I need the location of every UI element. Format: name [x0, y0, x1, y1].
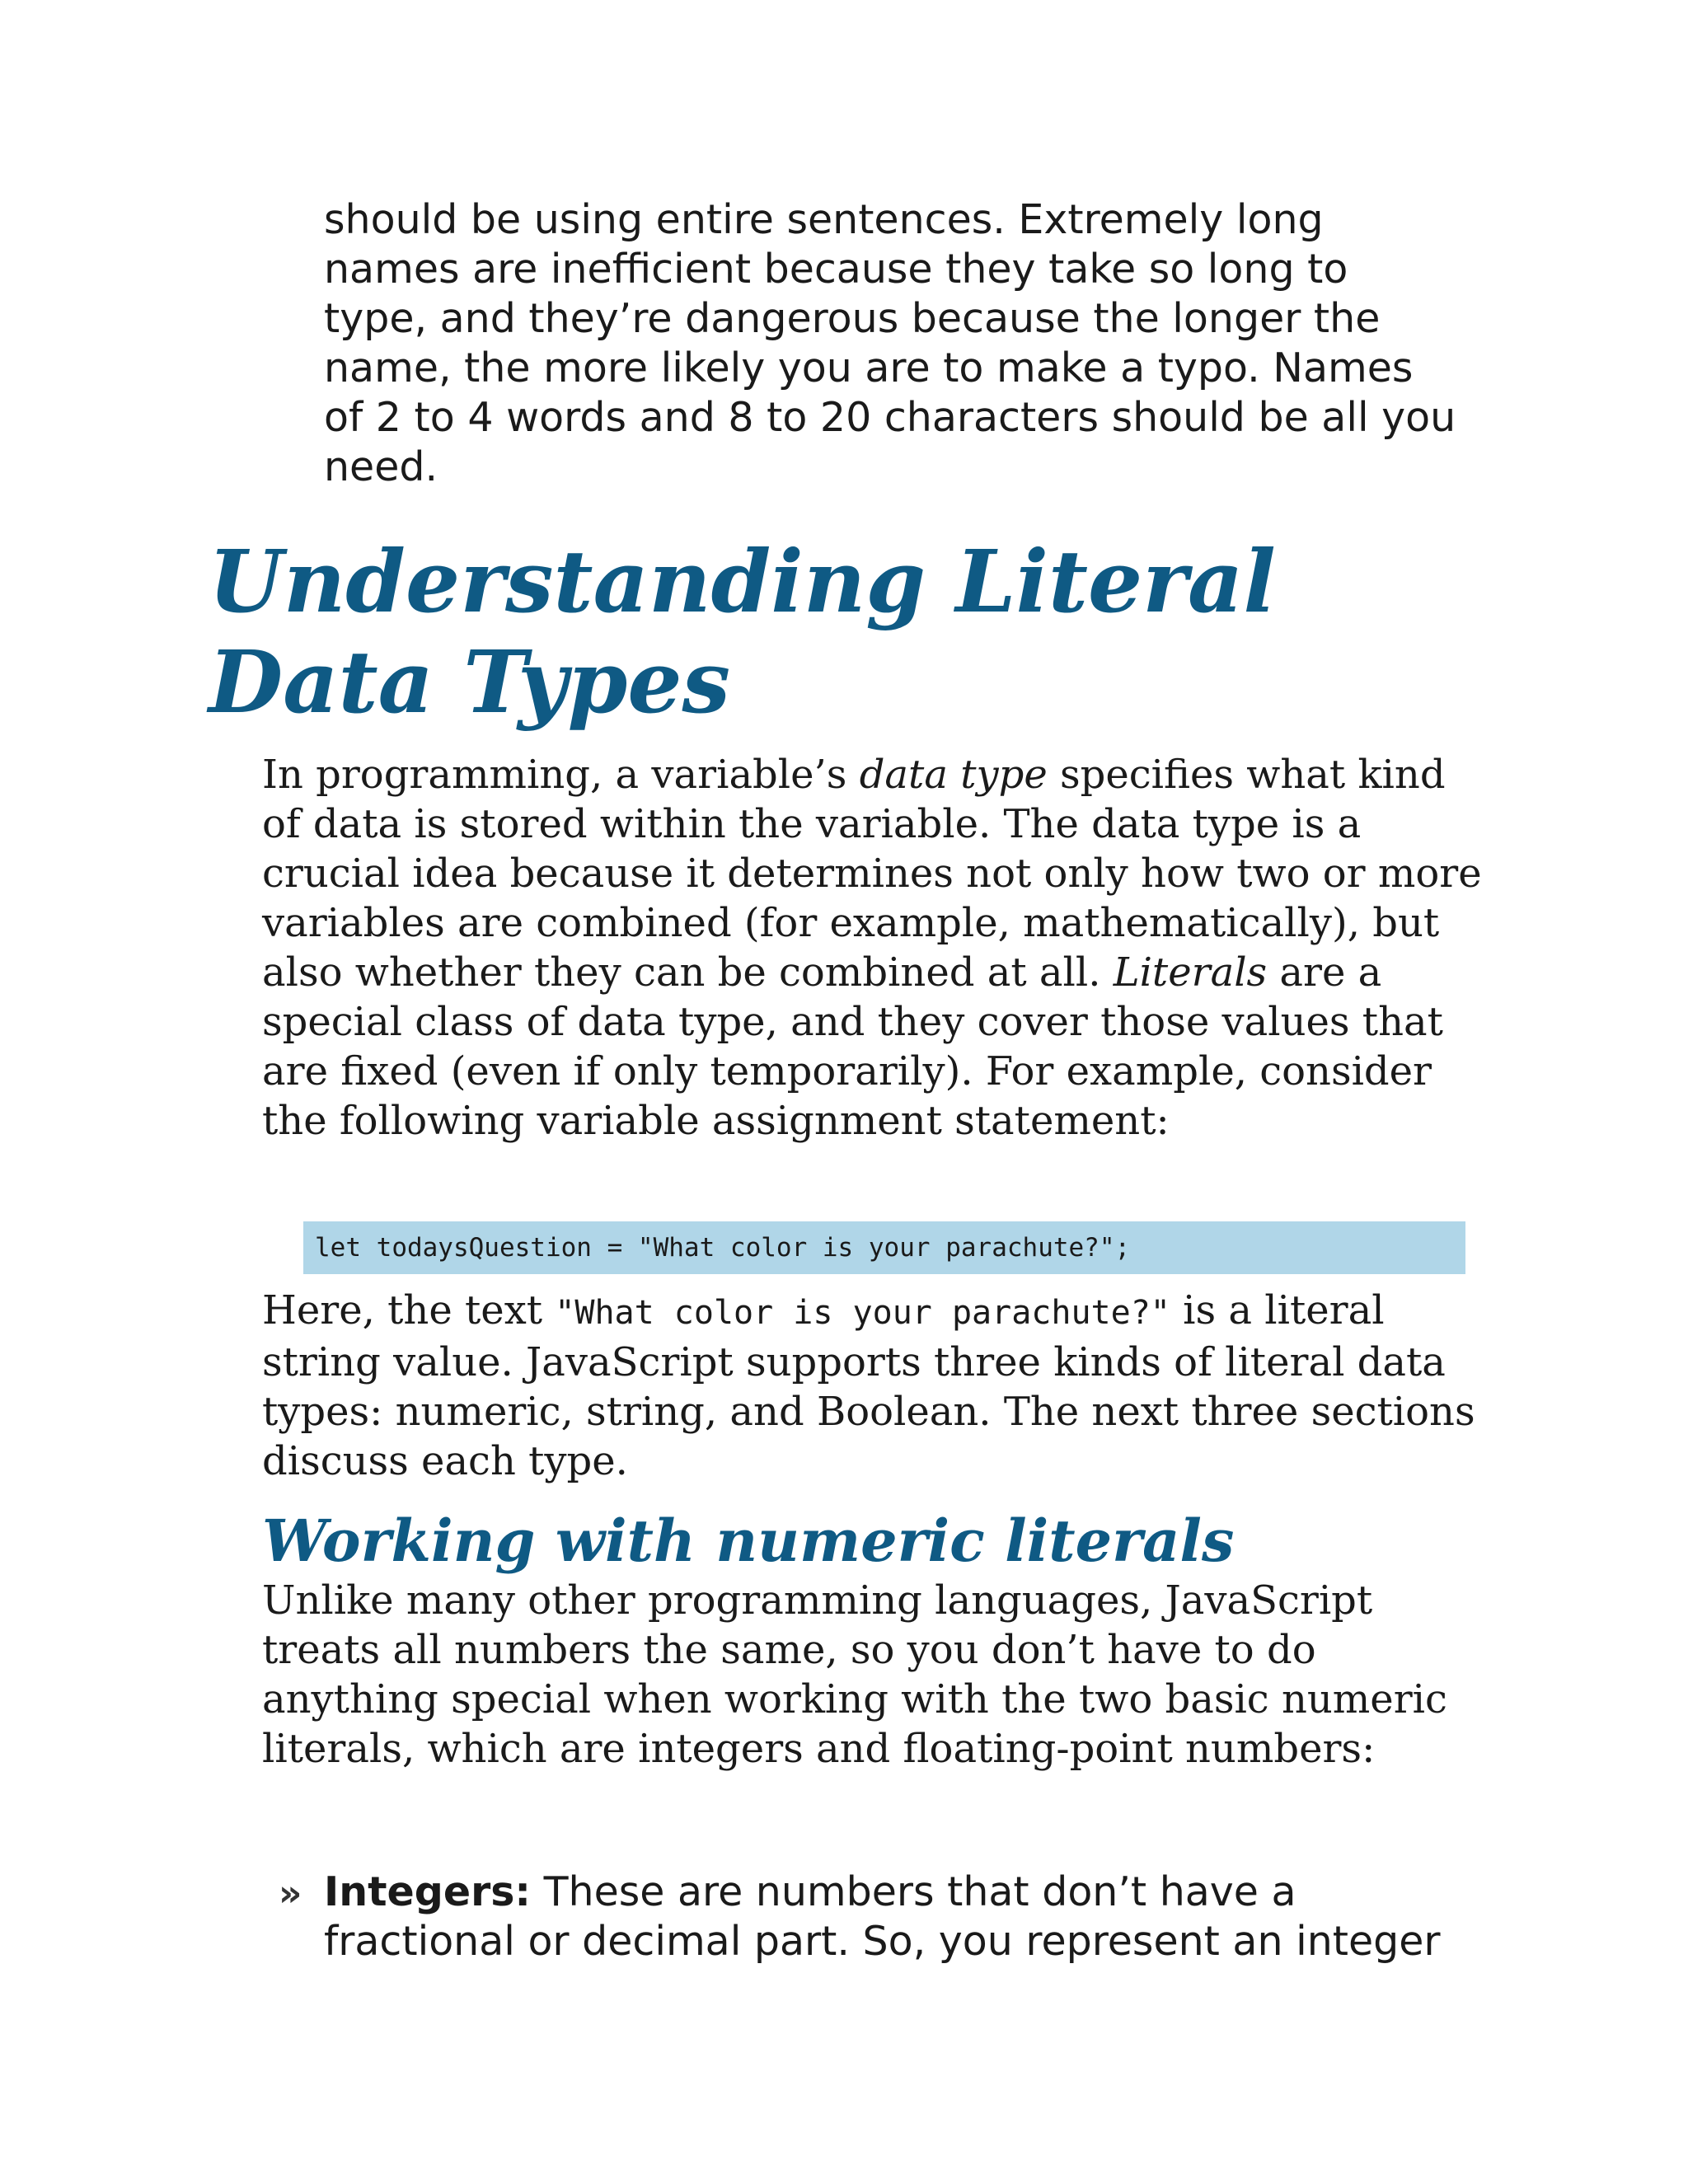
code-example: let todaysQuestion = "What color is your parachute?";: [303, 1221, 1465, 1274]
bullet-marker-icon: »: [279, 1872, 302, 1915]
literal-explanation-paragraph: [262, 1286, 1482, 1486]
data-type-term: data type: [859, 752, 1048, 798]
list-item-term: Integers:: [324, 1868, 532, 1915]
section-heading: [209, 532, 1494, 733]
list-item: [324, 1868, 1494, 1966]
continuation-paragraph: should be using entire sentences. Extremely long names are inefficient because they take so long to type, and they’re dangerous because the longer the name, the more likely you are to make a typo. Names of 2 to 4 words and 8 to 20 characters should be all you need.: [324, 196, 1456, 490]
intro-text-3: are a special class of data type, and they cover those values that are fixed (even if only temporarily). For example, consider the following variable assignment statement:: [262, 949, 1443, 1144]
explanation-text-1: Here, the text: [262, 1287, 556, 1333]
intro-text-2: specifies what kind of data is stored within the variable. The data type is a crucial idea because it determines not only how two or more variables are combined (for example, mathematically), but also whether they can be combined at all.: [262, 752, 1482, 996]
literals-term: Literals: [1113, 949, 1268, 996]
explanation-text-2: is a literal string value. JavaScript supports three kinds of literal data types: numeric, string, and Boolean. The next three sections discuss each type.: [262, 1287, 1475, 1484]
inline-code: "What color is your parachute?": [555, 1294, 1170, 1332]
intro-text-1: In programming, a variable’s: [262, 752, 860, 798]
section-heading-line-2: Data Types: [209, 631, 731, 733]
list-item-text: These are numbers that don’t have a fractional or decimal part. So, you represent an integer: [324, 1868, 1441, 1965]
subsection-heading: Working with numeric literals: [262, 1507, 1235, 1575]
intro-paragraph: [262, 750, 1482, 1146]
numeric-literals-paragraph: Unlike many other programming languages, JavaScript treats all numbers the same, so you don’t have to do anything special when working with the two basic numeric literals, which are integers and floating-point numbers:: [262, 1577, 1447, 1772]
section-heading-line-1: Understanding Literal: [209, 531, 1276, 632]
